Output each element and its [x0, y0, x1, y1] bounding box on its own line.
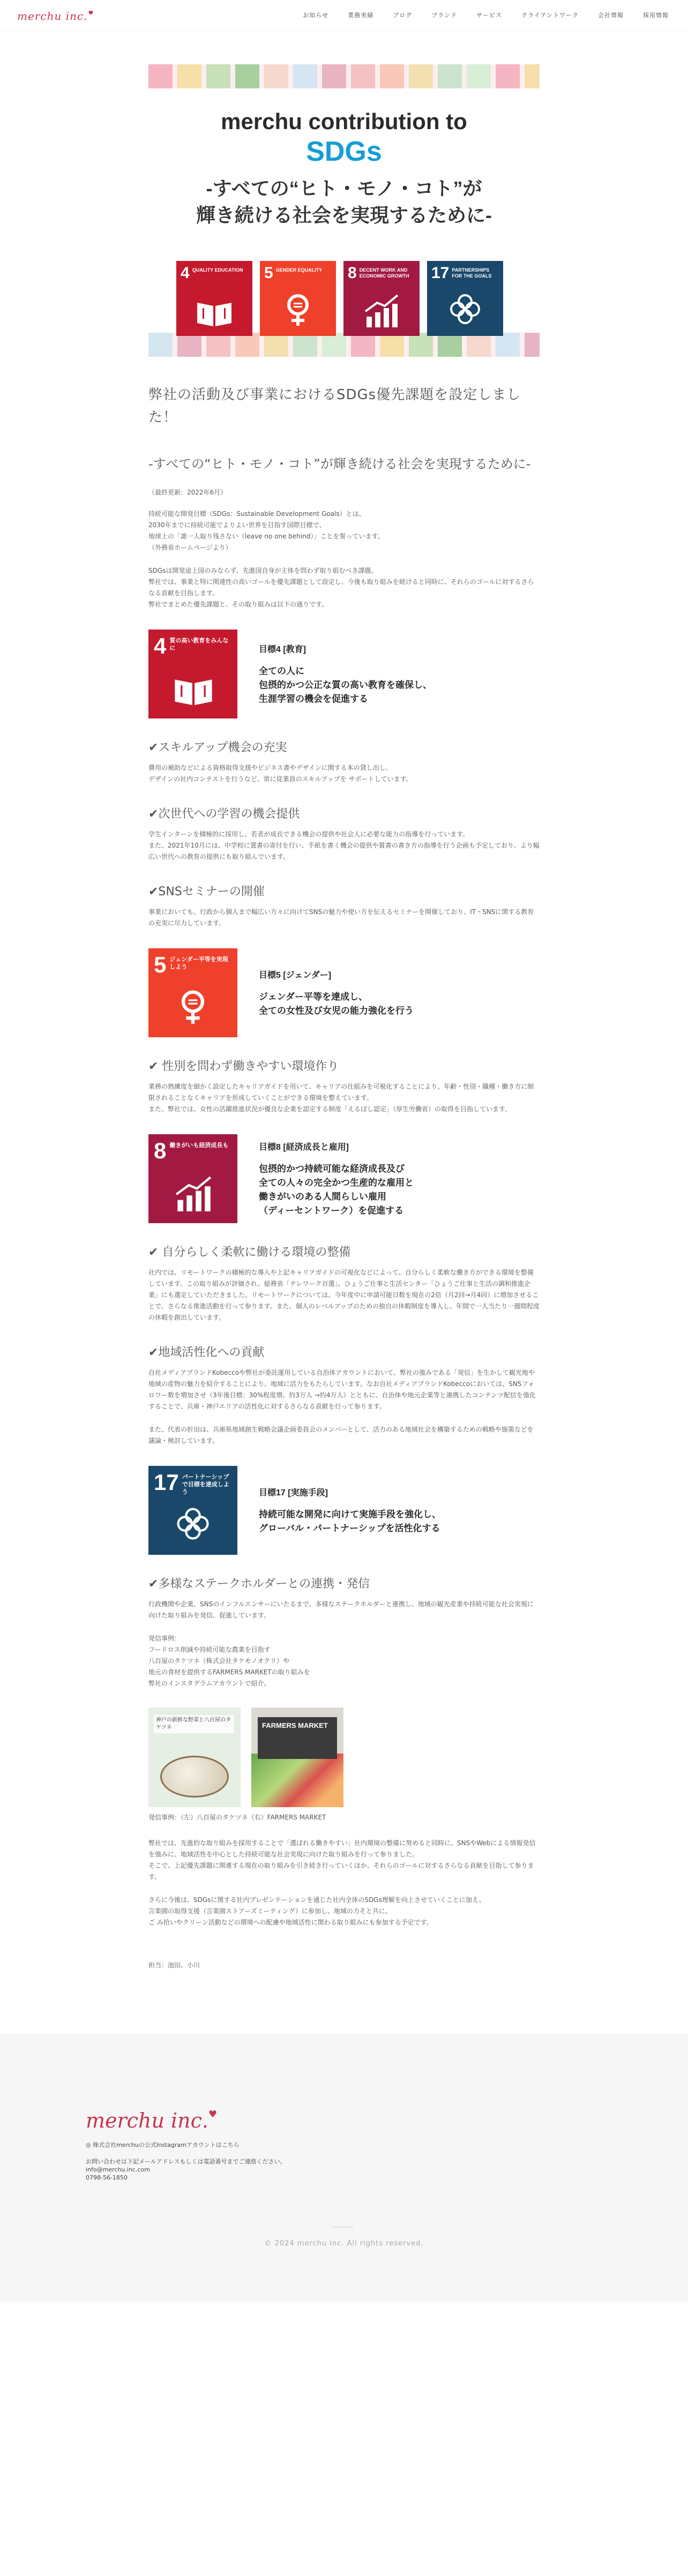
last-updated: （最終更新：2022年6月） — [148, 489, 227, 496]
author: 担当：池田、小川 — [148, 1961, 200, 1969]
goal-number: 4 — [154, 633, 167, 658]
closing-paragraph-2: さらに今後は、SDGsに関する社内プレゼンテーションを通じた社内全体のSDGs理解を向上させていくことに加え、 言楽園の取得支援（言楽園ストアーズミーティング）に参加し、地域の力そと共に、 ご み拾いやクリーン活動などの環境への配慮や地域活性に関わる取り組みにも参加する予定です。 — [148, 1896, 485, 1926]
article-subtitle: -すべての“ヒト・モノ・コト”が輝き続ける社会を実現するために- — [148, 456, 531, 471]
goal-4-block — [148, 630, 540, 718]
section-local-text: 自社メディアブランドKobeccoや弊社が委託運用している自治体アカウントにおいて、弊社の強みである「発信」を生かして観光地や地域の産物の魅力を紹介することにより、地域に活力をもたらしています。なお自社メディアブランドKobeccoにおいては、SNSフォロワー数を増加させ（3年後目標：30%程度増、約3万人 →約4万人）とともに、自治体や地元企業等と連携したコンテンツ配信を強化することで、兵庫・神戸エリアの活性化に対するさらなる貢献を行って参ります。 — [148, 1369, 536, 1410]
logo[interactable] — [17, 10, 94, 23]
partnership-flower-icon — [173, 1503, 213, 1544]
decorative-tile — [148, 64, 173, 88]
decorative-tile — [525, 333, 540, 357]
footer-logo[interactable] — [86, 2109, 286, 2132]
decorative-tile — [409, 64, 433, 88]
vegetables-illustration — [251, 1754, 343, 1807]
copyright: © 2024 merchu inc. All rights reserved. — [264, 2240, 424, 2248]
book-icon — [173, 675, 214, 708]
goal-title: GENDER EQUALITY — [275, 267, 323, 273]
goal-17-block — [148, 1466, 540, 1555]
goal-17-icon-card — [148, 1466, 237, 1555]
decorative-tile — [148, 333, 173, 357]
goal-number: 4 — [181, 264, 190, 282]
section-skill-text: 費用の補助などによる資格取得支援やビジネス書やデザインに関する本の貸し出し、 デザインの社内コンテストを行うなど、常に従業員のスキルアップを サポートしています。 — [148, 764, 413, 783]
goal-5-description — [259, 968, 414, 1018]
section-next-gen-heading: ✔次世代への学習の機会提供 — [148, 807, 300, 821]
goal-title: 目標8 [経済成長と雇用] — [259, 1142, 349, 1152]
section-local-text-2: また、代表の折田は、兵庫県地域創生戦略会議企画委員会のメンバーとして、活力のある地域社会を構築するための戦略や施策などを議論・検討しています。 — [148, 1426, 534, 1444]
goal-number: 5 — [264, 264, 273, 282]
decorative-tile — [206, 64, 230, 88]
growth-chart-icon — [362, 293, 401, 328]
decorative-tile — [177, 333, 201, 357]
heart-icon: ♥ — [208, 2109, 218, 2120]
decorative-tile — [206, 333, 230, 357]
nav-brand[interactable]: ブランド — [431, 12, 458, 19]
goal-8-icon-card — [148, 1134, 237, 1223]
hero-inner — [148, 88, 540, 333]
goal-jp-title: 働きがいも経済成長も — [169, 1142, 229, 1149]
nav-works[interactable]: 業務実績 — [348, 12, 374, 19]
hero-title-line1: merchu contribution to — [221, 109, 467, 134]
hero-subtitle — [148, 175, 540, 229]
decorative-tile — [264, 333, 288, 357]
section-stakeholder-heading: ✔多様なステークホルダーとの連携・発信 — [148, 1577, 370, 1591]
example-photos — [148, 1708, 540, 1807]
main-nav — [303, 11, 669, 19]
decorative-tile — [351, 64, 375, 88]
section-skill-heading: ✔スキルアップ機会の充実 — [148, 741, 287, 754]
decorative-tile — [177, 64, 201, 88]
decorative-tile — [496, 333, 520, 357]
hero-title-line2: SDGs — [306, 136, 382, 167]
goal-4-description — [259, 642, 432, 706]
gender-equality-icon — [173, 986, 213, 1027]
decorative-tile — [467, 333, 491, 357]
hero-goals — [176, 261, 503, 336]
decorative-tile — [380, 64, 404, 88]
section-sns-heading: ✔SNSセミナーの開催 — [148, 885, 265, 898]
decorative-tile — [409, 333, 433, 357]
contact-email[interactable]: info@merchu.inc.com — [86, 2166, 150, 2173]
goal-body: 持続可能な開発に向けて実施手段を強化し、 グローバル・パートナーシップを活性化する — [259, 1509, 441, 1533]
section-gender-heading: ✔ 性別を問わず働きやすい環境作り — [148, 1060, 339, 1073]
bowl-illustration — [160, 1756, 229, 1798]
nav-company[interactable]: 会社情報 — [598, 12, 624, 19]
section-local-heading: ✔地域活性化への貢献 — [148, 1346, 265, 1359]
goal-5-block — [148, 948, 540, 1037]
heart-icon: ♥ — [88, 10, 94, 17]
section-stakeholder-text: 行政機関や企業、SNSのインフルエンサーにいたるまで、多様なステークホルダーと連携し、地域の観光産業や持続可能な社会実現に向けた取り組みを発信、促進しています。 — [148, 1600, 534, 1619]
hero-image — [148, 64, 540, 357]
goal-number: 17 — [154, 1470, 179, 1495]
decorative-tile — [351, 333, 375, 357]
photo-label: 神戸の新鮮な野菜と八百屋のタケツネ — [154, 1715, 234, 1733]
footer-logo-text: merchu inc. — [86, 2109, 208, 2132]
nav-recruit[interactable]: 採用情報 — [643, 12, 669, 19]
goal-4-icon-card — [148, 630, 237, 718]
goal-5-icon-card — [148, 948, 237, 1037]
decorative-tile — [293, 333, 317, 357]
photo-farmers-market — [251, 1708, 343, 1807]
decorative-tile — [235, 64, 259, 88]
decorative-tile — [293, 64, 317, 88]
photo-label: FARMERS MARKET — [258, 1717, 337, 1759]
nav-client[interactable]: クライアントワーク — [521, 12, 579, 19]
site-footer — [0, 2034, 688, 2302]
goal-number: 8 — [154, 1138, 167, 1163]
intro-paragraph-2: SDGsは開発途上国のみならず、先進国自身が主体を問わず取り組むべき課題。 弊社では、事業と特に関連性の高いゴールを優先課題として設定し、今後も取り組みを続けると同時に、それらのゴールに対するさらなる貢献を目指します。 弊社でまとめた優先課題と、その取り組みは以下の通りです。 — [148, 567, 534, 608]
instagram-link[interactable]: ◎ 株式会社merchuの公式Instagramアカウントはこちら — [86, 2141, 240, 2148]
goal-body: 包摂的かつ持続可能な経済成長及び 全ての人々の完全かつ生産的な雇用と 働きがいのある人間らしい雇用 （ディーセントワーク）を促進する — [259, 1163, 414, 1216]
hero-goal-17 — [427, 261, 503, 336]
nav-service[interactable]: サービス — [476, 12, 503, 19]
goal-number: 17 — [431, 264, 450, 282]
hero-goal-8 — [343, 261, 420, 336]
goal-8-description — [259, 1140, 414, 1218]
section-flex-heading: ✔ 自分らしく柔軟に働ける環境の整備 — [148, 1246, 351, 1259]
photo-caption: 発信事例：（左）八百屋のタケツネ（右）FARMERS MARKET — [148, 1814, 326, 1821]
decorative-tile — [235, 333, 259, 357]
closing-paragraph: 弊社では、先進的な取り組みを採用することで「選ばれる働きやすい」社内環境の整備に努めると同時に、SNSやWebによる情報発信を強みに、地域活性を中心とした持続可能な社会実現に向けた取り組みを行って参りました。 そこで、上記優先課題に関連する現在の取り組みを引き続き行っていくほか、それらのゴールに対するさらなる貢献を目指して参ります。 — [148, 1839, 536, 1881]
hero-goal-4 — [176, 261, 252, 336]
article-title: 弊社の活動及び事業におけるSDGs優先課題を設定しました！ — [148, 387, 521, 425]
decorative-tile — [467, 64, 491, 88]
logo-text: merchu inc. — [17, 10, 88, 23]
decorative-tile — [438, 64, 462, 88]
decorative-tile — [525, 64, 540, 88]
section-gender-text: 業務の熟練度を細かく設定したキャリアガイドを用いて、キャリアの仕組みを可視化することにより、年齢・性別・職種・働き方に制限されることなくキャリアを形成していくことができる環境を整えています。 また、弊社では、女性の活躍推進状況が優良な企業を認定する制度「えるぼし認定」（厚生労働省）の取得を目指しています。 — [148, 1083, 534, 1113]
photo-taketsune — [148, 1708, 241, 1807]
nav-news[interactable]: お知らせ — [303, 12, 329, 19]
section-next-gen-text: 学生インターンを積極的に採用し、若者が成長できる機会の提供や社会人に必要な能力の指導を行っています。 また、2021年10月には、中学校に置書の寄付を行い、手紙を書く機会の提供や賞書の書き方の指導を行う企画も予定しており、より幅広い世代への教育の提供にも取り組んでいます。 — [148, 830, 540, 860]
section-stakeholder-examples: 発信事例： フードロス削減や持続可能な農業を目指す 八百屋のタケツネ（株式会社タケモノオクリ）や 地元の食材を提供するFARMERS MARKETの取り組みを 弊社のインスタグラムアカウントで紹介。 — [148, 1635, 310, 1687]
footer-inner — [86, 2109, 286, 2182]
footer-contact — [86, 2158, 286, 2182]
goal-jp-title: パートナーシップで目標を達成しよう — [182, 1474, 229, 1495]
section-sns-text: 事業においても、行政から個人まで幅広い方々に向けてSNSの魅力や使い方を伝えるセミナーを開催しており、IT・SNSに関する教育の充実に尽力しています。 — [148, 908, 534, 927]
goal-jp-title: ジェンダー平等を実現しよう — [169, 956, 228, 970]
goal-title: DECENT WORK AND ECONOMIC GROWTH — [359, 267, 409, 279]
goal-8-block — [148, 1134, 540, 1223]
decorative-tile — [322, 64, 346, 88]
tile-row-bottom — [148, 333, 540, 357]
nav-blog[interactable]: ブログ — [393, 12, 413, 19]
goal-17-description — [259, 1486, 441, 1536]
goal-title: 目標4 [教育] — [259, 645, 306, 654]
contact-tel[interactable]: 0798-56-1850 — [86, 2174, 128, 2181]
goal-number: 5 — [154, 952, 167, 977]
section-flex-text: 社内では、リモートワークの積極的な導入や上記キャリアガイドの可視化などによって、自分らしく柔軟な働き方ができる環境を整備しています。この取り組みが評価され、総務省「テレワーク百選」、ひょうご仕事と生活センター「ひょうご仕事と生活の調和推進企業」にも選定していただきました。リモートワークについては、今年度中に申請可能日数を現在の2倍（月2回→月4回）に増加させることで、さらなる推進活動を行って参ります。また、個人のレベルアップのための独自の休暇制度を導入し、年間で一人当たり一週間程度の休暇を創出しています。 — [148, 1269, 540, 1321]
gender-equality-icon — [279, 290, 317, 328]
goal-title: QUALITY EDUCATION — [192, 267, 243, 273]
article — [148, 31, 540, 1970]
tile-row-top — [148, 64, 540, 88]
hero-sub-line2: 輝き続ける社会を実現するために- — [196, 204, 492, 226]
book-icon — [195, 298, 234, 328]
goal-title: 目標17 [実施手段] — [259, 1488, 328, 1497]
contact-note: お問い合わせは下記メールアドレスもしくは電話番号までご連絡ください。 — [86, 2158, 286, 2165]
decorative-tile — [438, 333, 462, 357]
hero-sub-line1: -すべての“ヒト・モノ・コト”が — [206, 177, 482, 199]
goal-body: ジェンダー平等を達成し、 全ての女性及び女児の能力強化を行う — [259, 991, 414, 1016]
growth-chart-icon — [173, 1175, 214, 1212]
intro-paragraph: 持続可能な開発目標（SDGs：Sustainable Development Goals）とは、 2030年までに持続可能でよりよい世界を目指す国際目標で、 地球上の「誰一人取り残さない（leave no one behind）」ことを誓っています。 （外務省ホームページより） — [148, 510, 384, 551]
decorative-tile — [264, 64, 288, 88]
decorative-tile — [322, 333, 346, 357]
goal-title: PARTNERSHIPS FOR THE GOALS — [452, 267, 492, 279]
goal-body: 全ての人に 包摂的かつ公正な質の高い教育を確保し、 生涯学習の機会を促進する — [259, 665, 432, 704]
decorative-tile — [380, 333, 404, 357]
goal-number: 8 — [348, 264, 357, 282]
partnership-flower-icon — [446, 290, 484, 328]
decorative-tile — [496, 64, 520, 88]
goal-jp-title: 質の高い教育をみんなに — [169, 638, 229, 652]
goal-title: 目標5 [ジェンダー] — [259, 970, 332, 980]
site-header — [0, 0, 688, 31]
hero-goal-5 — [260, 261, 336, 336]
